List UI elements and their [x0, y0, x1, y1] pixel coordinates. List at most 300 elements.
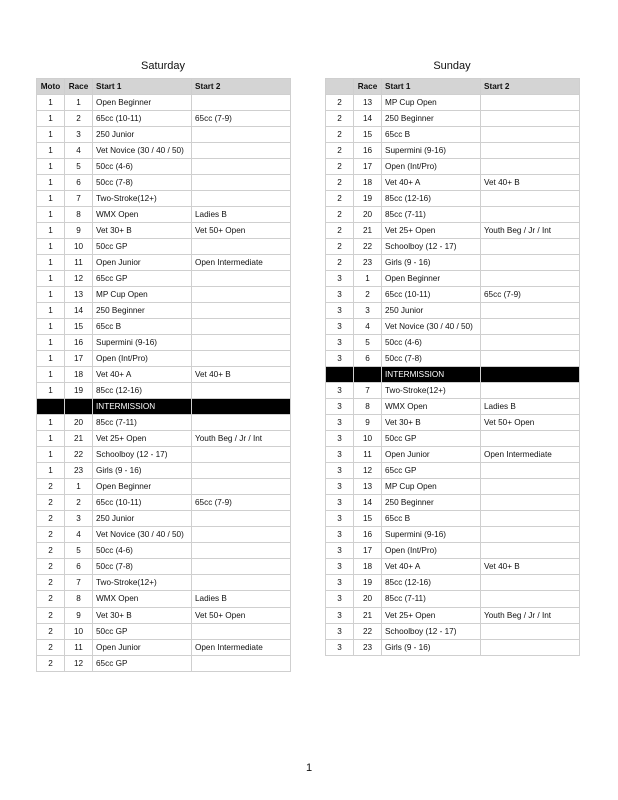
table-row — [37, 623, 291, 639]
start-1-cell: WMX Open — [93, 207, 192, 223]
start-1-cell: 85cc (12-16) — [382, 191, 481, 207]
moto-cell: 1 — [37, 239, 65, 255]
start-2-cell — [481, 95, 580, 111]
moto-cell: 1 — [37, 223, 65, 239]
start-1-cell: Vet 30+ B — [382, 415, 481, 431]
start-1-cell: 50cc GP — [93, 623, 192, 639]
table-row — [326, 191, 580, 207]
start-2-cell — [481, 591, 580, 607]
start-2-cell — [192, 575, 291, 591]
table-row — [37, 447, 291, 463]
race-cell: 15 — [354, 127, 382, 143]
table-row — [37, 495, 291, 511]
moto-cell: 1 — [37, 335, 65, 351]
race-cell: 14 — [65, 303, 93, 319]
start-1-cell: Open (Int/Pro) — [93, 351, 192, 367]
race-cell: 2 — [65, 111, 93, 127]
start-1-cell: 65cc B — [382, 127, 481, 143]
race-cell: 17 — [65, 351, 93, 367]
table-row — [37, 607, 291, 623]
race-cell: 16 — [65, 335, 93, 351]
intermission-row — [37, 399, 291, 415]
table-row — [326, 271, 580, 287]
race-cell: 18 — [354, 559, 382, 575]
race-cell: 3 — [65, 511, 93, 527]
start-2-cell: Open Intermediate — [481, 447, 580, 463]
start-1-cell: Vet 40+ A — [382, 559, 481, 575]
start-1-cell: Girls (9 - 16) — [93, 463, 192, 479]
moto-cell: 3 — [326, 527, 354, 543]
start-2-cell — [481, 207, 580, 223]
start-2-cell: Youth Beg / Jr / Int — [481, 607, 580, 623]
start-2-cell: Ladies B — [481, 399, 580, 415]
race-cell: 7 — [354, 383, 382, 399]
start-1-cell: Girls (9 - 16) — [382, 255, 481, 271]
moto-cell: 3 — [326, 271, 354, 287]
start-2-cell — [192, 175, 291, 191]
table-row — [37, 463, 291, 479]
start-1-cell: 50cc (7-8) — [93, 559, 192, 575]
column-header-start-1: Start 1 — [93, 79, 192, 95]
start-2-cell — [192, 559, 291, 575]
start-2-cell — [481, 255, 580, 271]
sunday-schedule-table — [325, 78, 580, 656]
start-1-cell: 85cc (7-11) — [93, 415, 192, 431]
race-cell: 22 — [354, 239, 382, 255]
moto-cell: 1 — [37, 287, 65, 303]
race-cell: 8 — [65, 207, 93, 223]
start-2-cell — [481, 527, 580, 543]
race-cell: 23 — [65, 463, 93, 479]
start-2-cell: Vet 50+ Open — [192, 607, 291, 623]
start-1-cell: 50cc (4-6) — [382, 335, 481, 351]
table-row — [37, 351, 291, 367]
start-2-cell: 65cc (7-9) — [481, 287, 580, 303]
moto-cell: 1 — [37, 463, 65, 479]
moto-cell: 3 — [326, 463, 354, 479]
table-row — [326, 399, 580, 415]
race-cell: 15 — [65, 319, 93, 335]
table-row — [37, 639, 291, 655]
race-cell: 13 — [354, 479, 382, 495]
moto-cell: 1 — [37, 415, 65, 431]
moto-cell: 1 — [37, 207, 65, 223]
start-2-cell: Vet 50+ Open — [481, 415, 580, 431]
table-row — [326, 543, 580, 559]
table-row — [37, 175, 291, 191]
table-row — [37, 335, 291, 351]
start-1-cell: INTERMISSION — [93, 399, 192, 415]
start-1-cell: Vet 25+ Open — [93, 431, 192, 447]
start-2-cell — [481, 111, 580, 127]
moto-cell: 1 — [37, 127, 65, 143]
moto-cell: 1 — [37, 175, 65, 191]
page-number: 1 — [305, 762, 313, 774]
start-2-cell — [192, 287, 291, 303]
moto-cell: 1 — [37, 367, 65, 383]
saturday-table-body — [37, 95, 291, 672]
start-2-cell — [481, 367, 580, 383]
start-2-cell — [192, 239, 291, 255]
start-1-cell: Supermini (9-16) — [93, 335, 192, 351]
race-cell: 6 — [354, 351, 382, 367]
table-row — [326, 111, 580, 127]
moto-cell: 2 — [326, 207, 354, 223]
start-2-cell — [192, 319, 291, 335]
start-2-cell — [192, 655, 291, 671]
table-row — [326, 591, 580, 607]
moto-cell: 1 — [37, 271, 65, 287]
start-2-cell: Vet 40+ B — [481, 559, 580, 575]
moto-cell: 3 — [326, 351, 354, 367]
moto-cell: 2 — [326, 175, 354, 191]
race-cell: 4 — [65, 527, 93, 543]
race-cell: 18 — [354, 175, 382, 191]
start-2-cell: Youth Beg / Jr / Int — [192, 431, 291, 447]
race-cell: 20 — [65, 415, 93, 431]
race-cell: 8 — [65, 591, 93, 607]
race-cell: 12 — [354, 463, 382, 479]
start-2-cell — [192, 623, 291, 639]
table-row — [326, 255, 580, 271]
race-cell: 9 — [65, 223, 93, 239]
table-row — [37, 207, 291, 223]
start-2-cell — [481, 463, 580, 479]
start-2-cell — [192, 463, 291, 479]
race-cell: 19 — [354, 575, 382, 591]
table-row — [37, 559, 291, 575]
start-2-cell — [481, 351, 580, 367]
moto-cell: 2 — [326, 223, 354, 239]
race-cell: 20 — [354, 591, 382, 607]
table-header-row — [37, 79, 291, 95]
moto-cell: 1 — [37, 303, 65, 319]
start-2-cell — [192, 351, 291, 367]
start-1-cell: 65cc GP — [382, 463, 481, 479]
moto-cell: 3 — [326, 559, 354, 575]
table-row — [37, 239, 291, 255]
moto-cell: 3 — [326, 287, 354, 303]
table-row — [326, 575, 580, 591]
race-cell: 1 — [65, 479, 93, 495]
race-cell: 12 — [65, 271, 93, 287]
table-row — [326, 447, 580, 463]
race-cell: 1 — [65, 95, 93, 111]
table-row — [326, 463, 580, 479]
start-1-cell: 65cc B — [93, 319, 192, 335]
moto-cell: 2 — [37, 607, 65, 623]
race-cell: 7 — [65, 575, 93, 591]
table-row — [326, 415, 580, 431]
race-cell: 21 — [354, 607, 382, 623]
table-row — [326, 207, 580, 223]
start-1-cell: Two-Stroke(12+) — [382, 383, 481, 399]
moto-cell — [326, 367, 354, 383]
race-cell: 22 — [354, 623, 382, 639]
start-1-cell: 65cc B — [382, 511, 481, 527]
race-cell: 18 — [65, 367, 93, 383]
start-1-cell: Schoolboy (12 - 17) — [93, 447, 192, 463]
table-row — [37, 95, 291, 111]
start-2-cell — [481, 271, 580, 287]
race-cell: 17 — [354, 543, 382, 559]
table-row — [326, 239, 580, 255]
moto-cell: 1 — [37, 255, 65, 271]
table-row — [326, 623, 580, 639]
start-1-cell: Vet Novice (30 / 40 / 50) — [93, 143, 192, 159]
start-2-cell — [481, 511, 580, 527]
start-2-cell: Vet 40+ B — [481, 175, 580, 191]
start-2-cell — [192, 303, 291, 319]
table-row — [37, 383, 291, 399]
moto-cell: 1 — [37, 95, 65, 111]
start-2-cell: Youth Beg / Jr / Int — [481, 223, 580, 239]
moto-cell: 3 — [326, 575, 354, 591]
race-cell: 11 — [65, 639, 93, 655]
start-2-cell — [481, 383, 580, 399]
intermission-row — [326, 367, 580, 383]
start-1-cell: MP Cup Open — [382, 95, 481, 111]
start-1-cell: 250 Beginner — [382, 495, 481, 511]
start-2-cell — [192, 271, 291, 287]
start-2-cell — [481, 127, 580, 143]
sunday-table-body — [326, 95, 580, 656]
moto-cell: 1 — [37, 319, 65, 335]
moto-cell: 1 — [37, 383, 65, 399]
start-2-cell — [192, 335, 291, 351]
start-1-cell: 65cc (10-11) — [382, 287, 481, 303]
start-1-cell: Two-Stroke(12+) — [93, 575, 192, 591]
table-row — [37, 575, 291, 591]
table-row — [37, 159, 291, 175]
start-2-cell — [481, 495, 580, 511]
race-cell: 10 — [65, 239, 93, 255]
moto-cell: 1 — [37, 143, 65, 159]
moto-cell: 3 — [326, 479, 354, 495]
start-1-cell: Open Beginner — [382, 271, 481, 287]
race-cell: 17 — [354, 159, 382, 175]
start-1-cell: Schoolboy (12 - 17) — [382, 623, 481, 639]
table-row — [326, 143, 580, 159]
race-cell: 16 — [354, 527, 382, 543]
table-row — [326, 223, 580, 239]
table-row — [326, 351, 580, 367]
moto-cell: 3 — [326, 623, 354, 639]
column-header-race: Race — [354, 79, 382, 95]
race-cell — [354, 367, 382, 383]
start-1-cell: 250 Beginner — [382, 111, 481, 127]
start-1-cell: 85cc (7-11) — [382, 591, 481, 607]
start-1-cell: INTERMISSION — [382, 367, 481, 383]
moto-cell: 2 — [37, 527, 65, 543]
table-row — [326, 527, 580, 543]
start-1-cell: 65cc (10-11) — [93, 111, 192, 127]
start-1-cell: Open Junior — [93, 255, 192, 271]
start-2-cell — [192, 511, 291, 527]
moto-cell: 2 — [326, 143, 354, 159]
race-cell: 3 — [354, 303, 382, 319]
column-header-race: Race — [65, 79, 93, 95]
moto-cell: 2 — [326, 95, 354, 111]
moto-cell: 3 — [326, 607, 354, 623]
start-2-cell — [192, 383, 291, 399]
table-row — [326, 431, 580, 447]
table-row — [326, 511, 580, 527]
start-1-cell: 50cc (7-8) — [93, 175, 192, 191]
moto-cell — [37, 399, 65, 415]
start-1-cell: Open (Int/Pro) — [382, 159, 481, 175]
moto-cell: 3 — [326, 399, 354, 415]
race-cell: 2 — [354, 287, 382, 303]
race-cell: 11 — [354, 447, 382, 463]
sunday-title: Sunday — [433, 60, 471, 72]
start-2-cell: Vet 50+ Open — [192, 223, 291, 239]
start-1-cell: 85cc (12-16) — [93, 383, 192, 399]
table-row — [326, 383, 580, 399]
table-row — [326, 639, 580, 655]
race-cell: 3 — [65, 127, 93, 143]
moto-cell: 3 — [326, 319, 354, 335]
start-1-cell: MP Cup Open — [382, 479, 481, 495]
moto-cell: 1 — [37, 159, 65, 175]
race-cell: 14 — [354, 495, 382, 511]
race-cell: 13 — [354, 95, 382, 111]
table-row — [37, 223, 291, 239]
race-cell: 12 — [65, 655, 93, 671]
start-2-cell — [192, 415, 291, 431]
start-1-cell: 50cc (4-6) — [93, 159, 192, 175]
moto-cell: 1 — [37, 191, 65, 207]
moto-cell: 3 — [326, 495, 354, 511]
start-1-cell: 250 Junior — [93, 127, 192, 143]
start-2-cell — [192, 399, 291, 415]
moto-cell: 3 — [326, 431, 354, 447]
start-1-cell: Open (Int/Pro) — [382, 543, 481, 559]
moto-cell: 2 — [37, 479, 65, 495]
table-header-row — [326, 79, 580, 95]
start-1-cell: Girls (9 - 16) — [382, 639, 481, 655]
start-1-cell: 65cc GP — [93, 271, 192, 287]
start-2-cell — [192, 159, 291, 175]
column-header-start-2: Start 2 — [481, 79, 580, 95]
race-cell — [65, 399, 93, 415]
moto-cell: 3 — [326, 415, 354, 431]
start-2-cell: Ladies B — [192, 591, 291, 607]
start-2-cell — [481, 623, 580, 639]
start-2-cell: Ladies B — [192, 207, 291, 223]
start-2-cell — [481, 479, 580, 495]
saturday-title: Saturday — [140, 60, 186, 72]
moto-cell: 2 — [326, 191, 354, 207]
moto-cell: 2 — [37, 559, 65, 575]
table-row — [326, 559, 580, 575]
start-2-cell — [192, 447, 291, 463]
start-2-cell — [481, 159, 580, 175]
table-row — [37, 479, 291, 495]
start-2-cell — [481, 335, 580, 351]
table-row — [37, 303, 291, 319]
start-1-cell: Vet 30+ B — [93, 223, 192, 239]
moto-cell: 2 — [326, 239, 354, 255]
start-1-cell: Open Junior — [382, 447, 481, 463]
column-header-start-1: Start 1 — [382, 79, 481, 95]
start-2-cell — [481, 303, 580, 319]
start-2-cell — [481, 575, 580, 591]
moto-cell: 2 — [37, 639, 65, 655]
moto-cell: 2 — [37, 623, 65, 639]
moto-cell: 1 — [37, 447, 65, 463]
race-cell: 22 — [65, 447, 93, 463]
moto-cell: 2 — [326, 255, 354, 271]
race-cell: 19 — [354, 191, 382, 207]
start-2-cell: Open Intermediate — [192, 255, 291, 271]
table-row — [37, 527, 291, 543]
table-row — [326, 159, 580, 175]
start-1-cell: MP Cup Open — [93, 287, 192, 303]
race-cell: 21 — [65, 431, 93, 447]
moto-cell: 2 — [37, 495, 65, 511]
column-header-moto: Moto — [37, 79, 65, 95]
start-2-cell — [481, 191, 580, 207]
start-2-cell — [192, 143, 291, 159]
table-row — [37, 431, 291, 447]
table-row — [37, 415, 291, 431]
race-cell: 9 — [65, 607, 93, 623]
race-cell: 16 — [354, 143, 382, 159]
start-1-cell: Vet 25+ Open — [382, 223, 481, 239]
start-1-cell: 250 Junior — [93, 511, 192, 527]
start-1-cell: 50cc (4-6) — [93, 543, 192, 559]
start-2-cell — [481, 319, 580, 335]
race-cell: 5 — [65, 543, 93, 559]
start-2-cell: Open Intermediate — [192, 639, 291, 655]
table-row — [37, 655, 291, 671]
table-row — [37, 319, 291, 335]
table-row — [37, 271, 291, 287]
moto-cell: 2 — [37, 591, 65, 607]
start-1-cell: Open Junior — [93, 639, 192, 655]
moto-cell: 3 — [326, 543, 354, 559]
moto-cell: 2 — [37, 511, 65, 527]
start-1-cell: 250 Beginner — [93, 303, 192, 319]
start-2-cell — [481, 143, 580, 159]
table-row — [37, 255, 291, 271]
table-row — [326, 95, 580, 111]
start-1-cell: 50cc (7-8) — [382, 351, 481, 367]
table-row — [37, 127, 291, 143]
start-1-cell: Two-Stroke(12+) — [93, 191, 192, 207]
start-1-cell: Vet Novice (30 / 40 / 50) — [93, 527, 192, 543]
start-1-cell: Open Beginner — [93, 95, 192, 111]
moto-cell: 2 — [326, 127, 354, 143]
start-1-cell: Supermini (9-16) — [382, 143, 481, 159]
start-2-cell — [192, 95, 291, 111]
start-2-cell — [192, 543, 291, 559]
race-cell: 6 — [65, 175, 93, 191]
race-cell: 14 — [354, 111, 382, 127]
column-header-start-2: Start 2 — [192, 79, 291, 95]
moto-cell: 3 — [326, 511, 354, 527]
moto-cell: 3 — [326, 639, 354, 655]
moto-cell: 1 — [37, 111, 65, 127]
table-row — [37, 287, 291, 303]
moto-cell: 1 — [37, 431, 65, 447]
start-2-cell — [192, 191, 291, 207]
moto-cell: 1 — [37, 351, 65, 367]
moto-cell: 2 — [37, 655, 65, 671]
moto-cell: 3 — [326, 383, 354, 399]
start-1-cell: 250 Junior — [382, 303, 481, 319]
